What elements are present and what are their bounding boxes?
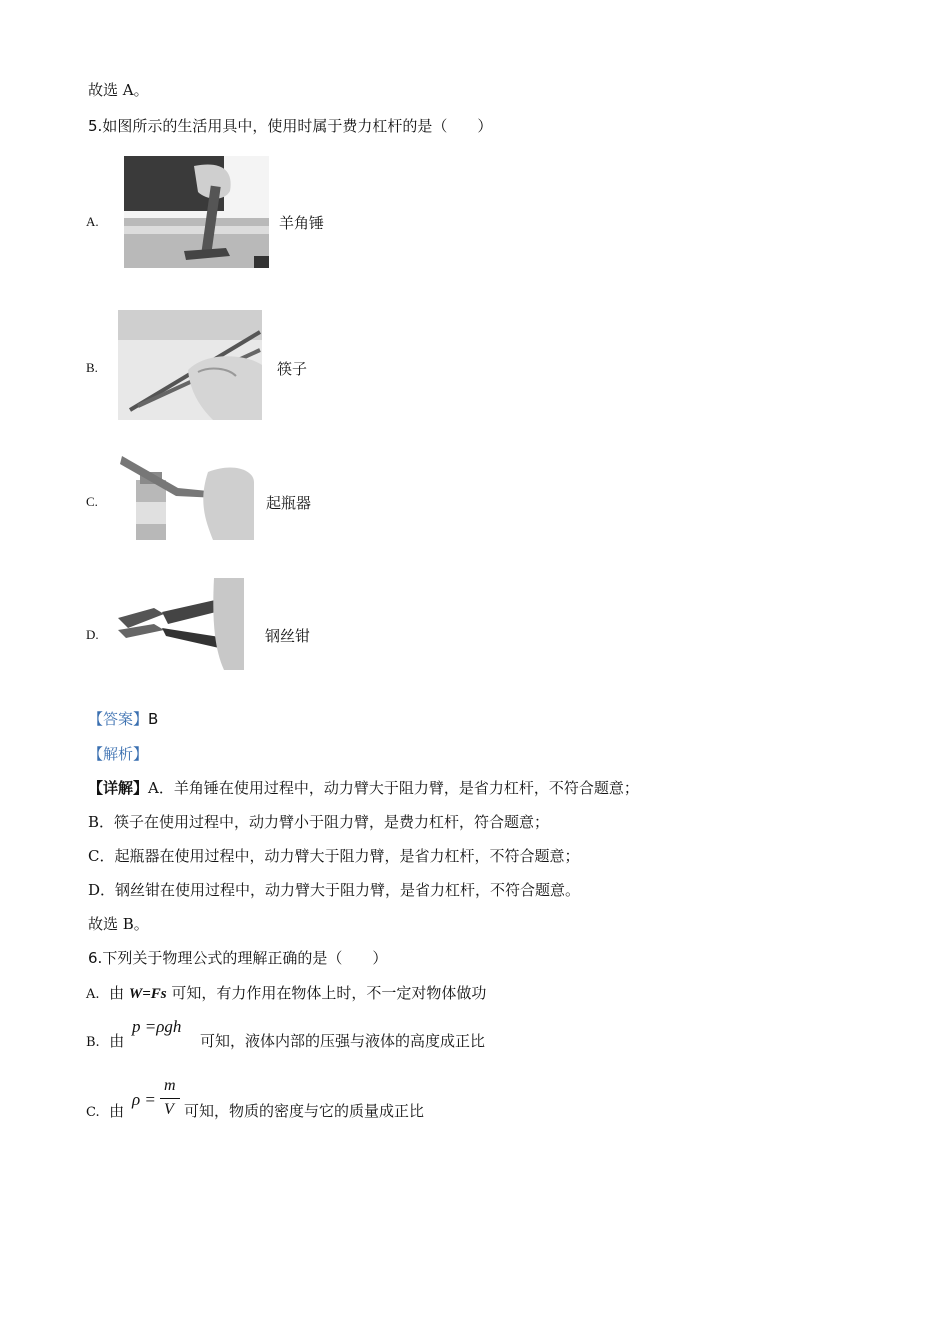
detail-line-b: B．筷子在使用过程中，动力臂小于阻力臂，是费力杠杆，符合题意； <box>88 813 550 831</box>
detail-tag: 【详解】 <box>88 779 149 797</box>
detail-line-c: C．起瓶器在使用过程中，动力臂大于阻力臂，是省力杠杆，不符合题意； <box>88 847 580 865</box>
q5-conclusion: 故选 B。 <box>88 915 149 933</box>
detail-line-d: D．钢丝钳在使用过程中，动力臂大于阻力臂，是省力杠杆，不符合题意。 <box>88 881 581 899</box>
chopsticks-in-hand-photo <box>118 310 262 420</box>
q6-option-b <box>86 1031 124 1053</box>
q5-option-a-label: 羊角锤 <box>279 214 325 232</box>
q5-option-d-letter: D. <box>86 627 99 642</box>
bottle-opener-photo <box>118 452 254 540</box>
q6-option-b-prefix: 由 <box>109 1032 125 1050</box>
answer-value: B <box>148 710 159 728</box>
pliers-in-hand-photo <box>114 578 244 670</box>
q6-option-a <box>86 983 486 1005</box>
q5-number: 5 <box>88 117 98 135</box>
previous-conclusion: 故选 A。 <box>88 81 149 99</box>
q5-option-b-letter: B. <box>86 360 98 375</box>
q6-option-a-text: 可知，有力作用在物体上时，不一定对物体做功 <box>171 984 487 1002</box>
q6-option-c-prefix: 由 <box>109 1102 125 1120</box>
answer-line <box>88 709 158 729</box>
q6-option-c <box>86 1101 124 1123</box>
q6-number: 6 <box>88 949 98 967</box>
q5-stem-text: 如图所示的生活用具中，使用时属于费力杠杆的是（ ） <box>102 117 493 135</box>
detail-text-a: A．羊角锤在使用过程中，动力臂大于阻力臂，是省力杠杆，不符合题意； <box>148 779 639 797</box>
hammer-pulling-nail-photo <box>124 156 269 268</box>
analysis-tag: 【解析】 <box>88 745 149 763</box>
q5-option-d-label: 钢丝钳 <box>265 627 311 645</box>
q6-option-c-denominator: V <box>164 1101 174 1118</box>
q5-stem: 5.如图所示的生活用具中，使用时属于费力杠杆的是（ ） <box>88 117 493 135</box>
q5-option-c-label: 起瓶器 <box>266 494 312 512</box>
q6-option-c-numerator: m <box>164 1077 176 1094</box>
answer-tag: 【答案】 <box>88 710 149 728</box>
q6-option-c-formula-lhs: ρ = <box>132 1090 156 1109</box>
q6-option-c-letter: C. <box>86 1105 100 1120</box>
q5-option-a-letter: A. <box>86 214 99 229</box>
q6-option-a-letter: A. <box>86 987 100 1002</box>
q6-option-a-prefix: 由 <box>109 984 125 1002</box>
q5-option-c-letter: C. <box>86 494 98 509</box>
q6-option-a-formula: W=Fs <box>128 986 167 1002</box>
detail-line-a <box>88 778 639 798</box>
q6-option-b-text: 可知，液体内部的压强与液体的高度成正比 <box>200 1032 486 1050</box>
q6-option-c-text: 可知，物质的密度与它的质量成正比 <box>184 1102 425 1120</box>
fraction-bar <box>160 1098 180 1099</box>
q6-stem: 6.下列关于物理公式的理解正确的是（ ） <box>88 949 388 967</box>
q5-option-b-label: 筷子 <box>277 360 308 378</box>
q6-option-b-letter: B. <box>86 1035 100 1050</box>
q6-stem-text: 下列关于物理公式的理解正确的是（ ） <box>102 949 388 967</box>
q6-option-b-formula: p =ρgh <box>132 1017 182 1036</box>
